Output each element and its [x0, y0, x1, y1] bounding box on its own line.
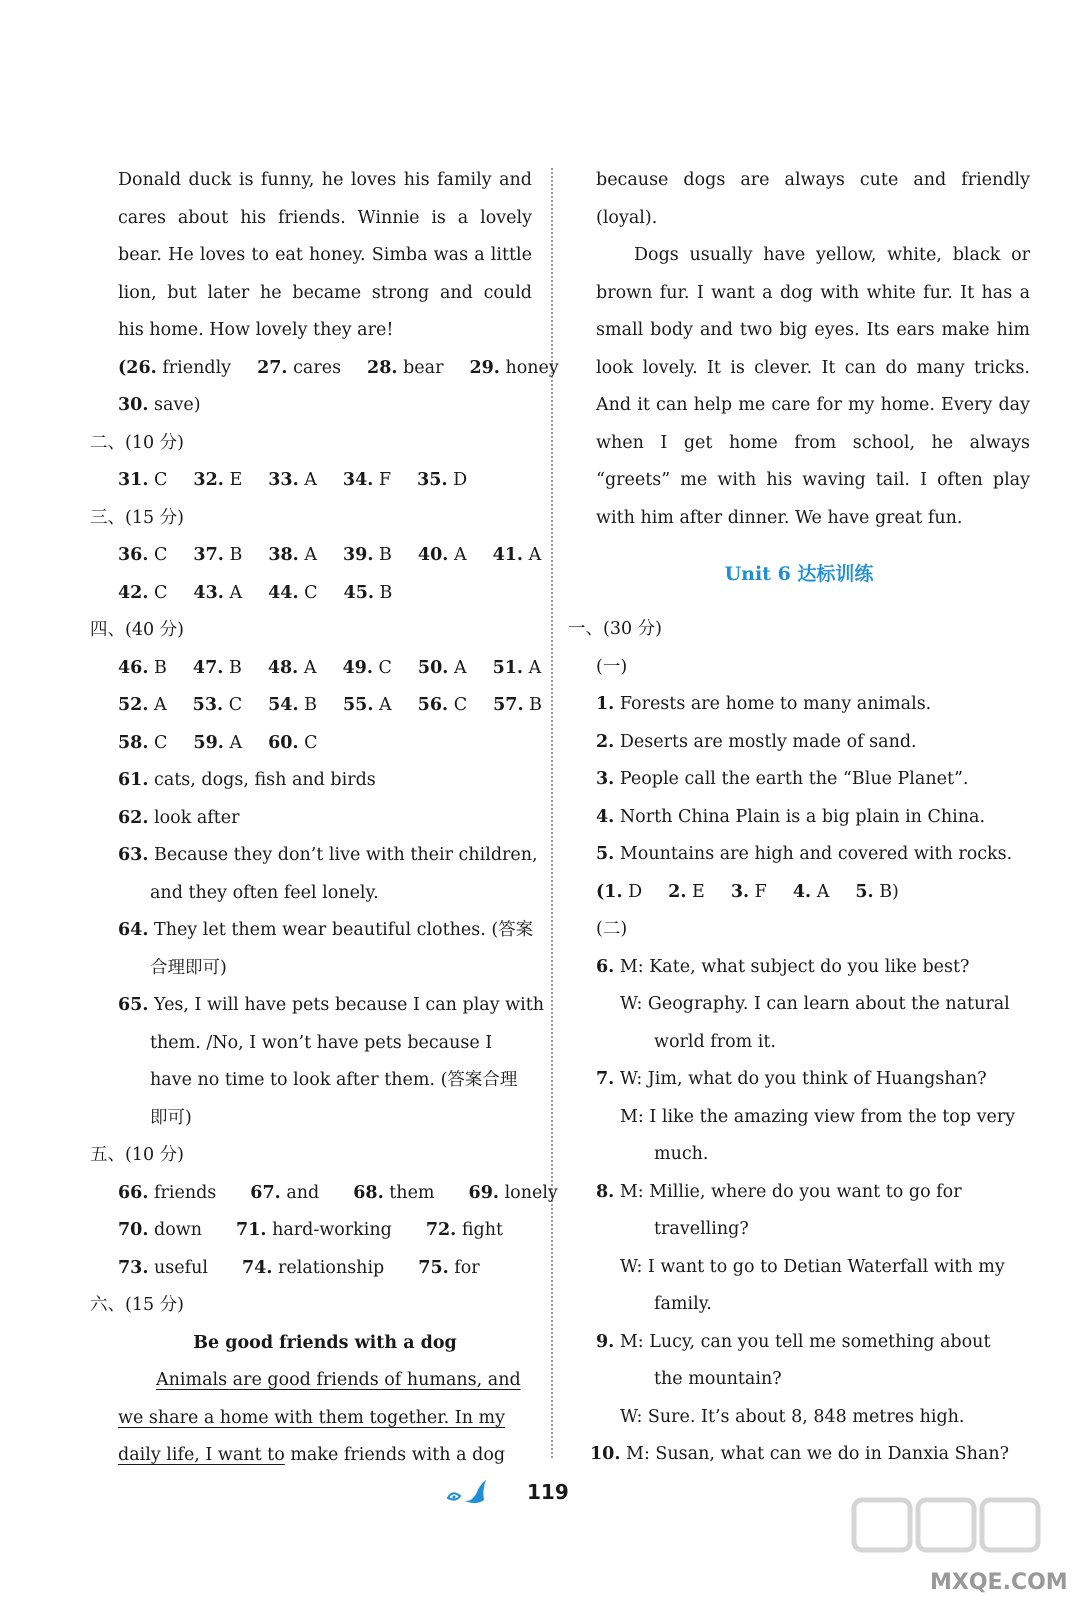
q-num: 54. — [268, 695, 299, 715]
q-answer: A — [379, 695, 392, 715]
q-num: 33. — [268, 470, 299, 490]
q-num: 72. — [425, 1220, 457, 1240]
q-answer: relationship — [278, 1257, 385, 1278]
answer-cont: and they often feel lonely. — [150, 882, 379, 903]
q-num: 28. — [367, 357, 398, 378]
q-num: 75. — [418, 1257, 449, 1278]
essay-underlined: we share a home with them together. In my — [118, 1407, 506, 1428]
q-num: 42. — [118, 582, 149, 603]
dialogue-line: W: I want to go to Detian Waterfall with my — [620, 1256, 1005, 1277]
intro-line: bear. He loves to eat honey. Simba was a little — [118, 245, 532, 265]
q-answer: B — [379, 582, 393, 603]
dialogue-text: M: Millie, where do you want to go for — [619, 1181, 962, 1202]
q-answer: C — [154, 545, 168, 565]
dialogue-line — [568, 1436, 1030, 1474]
dialogue-text: W: Jim, what do you think of Huangshan? — [619, 1069, 987, 1089]
q-num: 1. — [596, 694, 615, 714]
dialogue-line: W: Sure. It’s about 8, 848 metres high. — [620, 1406, 965, 1427]
q-num: 65. — [118, 995, 149, 1015]
q-answer: C — [228, 695, 243, 715]
q-answer: F — [754, 881, 767, 902]
q-num: 32. — [193, 470, 224, 490]
essay-line: because dogs are always cute and friendly — [596, 170, 1030, 190]
q-num: 27. — [257, 357, 288, 378]
q-num: 60. — [268, 732, 299, 753]
q-num: 10. — [590, 1444, 621, 1464]
q-answer: bear — [403, 357, 444, 378]
part-heading: (二) — [596, 919, 628, 939]
dialogue-cont: the mountain? — [654, 1369, 782, 1389]
q-num: 5. — [855, 881, 874, 902]
q-num: 53. — [192, 695, 224, 715]
answer-row — [90, 650, 542, 688]
q-num: 71. — [236, 1220, 267, 1240]
q-answer: C — [378, 657, 392, 678]
dialogue-line: M: I like the amazing view from the top very — [620, 1106, 1016, 1127]
q-answer: friends — [154, 1182, 217, 1203]
answer-row — [90, 687, 542, 725]
answer-row — [568, 761, 1030, 799]
essay-underlined: daily life, I want to — [118, 1445, 285, 1465]
answer-row — [90, 462, 532, 500]
q-answer: down — [154, 1220, 203, 1240]
q-answer: fight — [461, 1220, 504, 1240]
q-answer: B — [529, 695, 542, 715]
q-num: 61. — [118, 770, 149, 790]
q-num: 63. — [118, 845, 149, 865]
q-answer: them — [389, 1182, 435, 1203]
section-heading: 一、(30 分) — [568, 619, 662, 639]
dialogue-cont: world from it. — [654, 1031, 776, 1052]
q-answer: C — [154, 732, 168, 753]
q-answer: D — [628, 881, 643, 902]
q-num: 74. — [241, 1257, 273, 1278]
q-num: 43. — [193, 582, 224, 603]
q-num: 66. — [118, 1182, 149, 1203]
q-answer: Forests are home to many animals. — [619, 694, 932, 714]
essay-line: (loyal). — [596, 207, 658, 228]
q-answer: D — [453, 470, 468, 490]
dialogue-text: M: Lucy, can you tell me something about — [619, 1331, 991, 1352]
unit-title: Unit 6 达标训练 — [724, 563, 874, 585]
intro-line: his home. How lovely they are! — [118, 320, 394, 340]
q-answer: E — [229, 470, 243, 490]
essay-line: Dogs usually have yellow, white, black or — [634, 245, 1030, 265]
q-num: 55. — [343, 695, 374, 715]
q-answer: B — [304, 695, 317, 715]
q-answer: honey — [505, 357, 559, 378]
q-answer: useful — [154, 1257, 208, 1278]
q-num: 31. — [118, 470, 149, 490]
q-answer: C — [304, 582, 318, 603]
q-answer: save) — [154, 395, 201, 415]
answer-row — [90, 762, 532, 800]
intro-line: lion, but later he became strong and could — [118, 282, 532, 303]
q-answer: North China Plain is a big plain in China. — [619, 806, 986, 827]
q-answer: for — [454, 1257, 480, 1278]
answer-row — [90, 837, 538, 875]
answer-row — [90, 912, 532, 950]
q-answer: People call the earth the “Blue Planet”. — [619, 769, 969, 789]
q-num: 57. — [493, 695, 524, 715]
answer-row — [90, 987, 545, 1025]
answer-row — [568, 874, 1030, 912]
q-num: 41. — [492, 545, 524, 565]
q-answer: A — [154, 695, 167, 715]
q-num: 48. — [267, 657, 299, 678]
answer-row — [90, 800, 532, 838]
answer-row — [90, 1212, 532, 1250]
answer-cont: have no time to look after them. (答案合理 — [150, 1070, 518, 1090]
q-num: 8. — [596, 1181, 615, 1202]
q-num: 47. — [192, 657, 224, 678]
q-num: 2. — [596, 731, 615, 752]
answer-cont: 即可) — [150, 1107, 192, 1128]
part-heading: (一) — [596, 656, 628, 677]
essay-line — [90, 1400, 532, 1438]
q-answer: A — [528, 657, 542, 678]
answer-row — [90, 1175, 558, 1213]
q-answer: C — [154, 470, 168, 490]
q-num: 70. — [118, 1220, 149, 1240]
bird-logo-icon — [442, 1476, 492, 1508]
q-answer: A — [229, 582, 243, 603]
intro-line: cares about his friends. Winnie is a lovely — [118, 207, 532, 228]
q-answer: A — [453, 657, 467, 678]
essay-line: brown fur. I want a dog with white fur. It has a — [596, 282, 1030, 303]
essay-underlined: Animals are good friends of humans, and — [156, 1370, 521, 1390]
q-num: 44. — [268, 582, 299, 603]
q-answer: Because they don’t live with their children, — [154, 845, 538, 865]
q-answer: F — [378, 470, 392, 490]
answer-cont: 合理即可) — [150, 957, 227, 978]
q-answer: A — [304, 545, 317, 565]
q-answer: E — [692, 881, 705, 902]
q-num: 6. — [596, 956, 615, 977]
q-num: 39. — [343, 545, 374, 565]
q-num: 67. — [250, 1182, 281, 1203]
q-num: 52. — [118, 695, 149, 715]
q-num: 62. — [118, 807, 149, 828]
q-answer: A — [816, 881, 830, 902]
dialogue-line — [568, 1061, 1030, 1099]
q-num: 7. — [596, 1069, 615, 1089]
q-answer: C — [453, 695, 468, 715]
q-num: 58. — [118, 732, 149, 753]
q-num: 73. — [118, 1257, 149, 1278]
q-num: 50. — [417, 657, 449, 678]
essay-line — [90, 1362, 532, 1400]
left-column — [90, 162, 559, 1475]
section-heading: 三、(15 分) — [90, 507, 184, 528]
q-num: 4. — [792, 881, 812, 902]
dialogue-line — [568, 949, 1030, 987]
q-num: 5. — [596, 844, 615, 864]
dialogue-line — [568, 1174, 1030, 1212]
q-num: 29. — [469, 357, 500, 378]
answer-row — [90, 350, 559, 388]
q-num: 59. — [193, 732, 224, 753]
q-num: 34. — [342, 470, 374, 490]
q-answer: Deserts are mostly made of sand. — [619, 731, 917, 752]
q-answer: C — [154, 582, 168, 603]
section-heading: 二、(10 分) — [90, 432, 184, 453]
q-answer: hard-working — [272, 1220, 392, 1240]
dialogue-line — [568, 1324, 1030, 1362]
q-num: 64. — [118, 920, 149, 940]
q-num: (26. — [118, 357, 157, 378]
q-num: 3. — [730, 881, 750, 902]
section-heading: 六、(15 分) — [90, 1295, 184, 1315]
q-num: 4. — [596, 806, 615, 827]
answer-row — [568, 836, 1030, 874]
essay-line: And it can help me care for my home. Every day — [596, 395, 1030, 415]
q-answer: look after — [154, 807, 240, 828]
answer-row — [90, 575, 532, 613]
dialogue-text: M: Susan, what can we do in Danxia Shan? — [626, 1444, 1009, 1464]
essay-line: “greets” me with his waving tail. I often play — [596, 470, 1030, 490]
q-answer: B — [154, 657, 167, 678]
q-num: 45. — [343, 582, 374, 603]
q-num: 2. — [668, 881, 687, 902]
essay-line: small body and two big eyes. Its ears make him — [596, 320, 1030, 340]
q-num: 37. — [193, 545, 224, 565]
essay-line — [90, 1437, 532, 1475]
section-heading: 四、(40 分) — [90, 620, 184, 640]
q-answer: Yes, I will have pets because I can play with — [154, 995, 545, 1015]
answer-cont: them. /No, I won’t have pets because I — [150, 1032, 493, 1053]
q-answer: They let them wear beautiful clothes. (答案 — [154, 920, 534, 940]
watermark-logo-icon — [846, 1492, 1046, 1562]
q-answer: C — [304, 732, 318, 753]
q-answer: friendly — [162, 357, 232, 378]
dialogue-cont: travelling? — [654, 1219, 749, 1239]
section-heading: 五、(10 分) — [90, 1145, 184, 1165]
answer-row — [568, 724, 1030, 762]
q-answer: B) — [879, 881, 899, 902]
answer-row — [90, 1250, 532, 1288]
right-column — [568, 162, 1030, 1474]
q-num: 30. — [118, 395, 149, 415]
q-num: 35. — [417, 470, 448, 490]
dialogue-cont: much. — [654, 1144, 709, 1164]
q-answer: A — [303, 657, 317, 678]
q-num: 49. — [342, 657, 373, 678]
q-answer: lonely — [504, 1182, 558, 1203]
q-num: 51. — [492, 657, 524, 678]
q-answer: and — [286, 1182, 320, 1203]
q-answer: A — [304, 470, 317, 490]
intro-line: Donald duck is funny, he loves his family and — [118, 170, 532, 190]
answer-row — [90, 725, 532, 763]
q-num: 40. — [417, 545, 449, 565]
answer-row — [568, 686, 1030, 724]
q-num: (1. — [596, 881, 623, 902]
q-answer: A — [453, 545, 467, 565]
q-num: 38. — [268, 545, 299, 565]
watermark-text: MXQE.COM — [930, 1570, 1068, 1595]
q-answer: B — [229, 545, 243, 565]
q-num: 56. — [417, 695, 449, 715]
essay-line: look lovely. It is clever. It can do many tricks. — [596, 357, 1030, 378]
essay-title: Be good friends with a dog — [193, 1332, 457, 1353]
q-num: 36. — [118, 545, 149, 565]
q-answer: cares — [293, 357, 342, 378]
q-answer: cats, dogs, fish and birds — [154, 770, 376, 790]
page-number: 119 — [527, 1480, 569, 1504]
dialogue-text: M: Kate, what subject do you like best? — [619, 956, 970, 977]
q-num: 9. — [596, 1331, 615, 1352]
dialogue-cont: family. — [654, 1294, 712, 1314]
q-answer: Mountains are high and covered with rocks. — [619, 844, 1013, 864]
q-num: 46. — [118, 657, 149, 678]
q-answer: A — [229, 732, 243, 753]
essay-text: make friends with a dog — [284, 1445, 506, 1465]
q-num: 68. — [353, 1182, 384, 1203]
q-num: 69. — [468, 1182, 499, 1203]
essay-line: with him after dinner. We have great fun. — [596, 507, 963, 528]
answer-row — [568, 799, 1030, 837]
q-answer: B — [228, 657, 242, 678]
q-answer: B — [379, 545, 392, 565]
essay-line: when I get home from school, he always — [596, 432, 1030, 453]
q-num: 3. — [596, 769, 615, 789]
answer-row — [90, 537, 542, 575]
answer-row — [90, 387, 532, 425]
dialogue-line: W: Geography. I can learn about the natural — [620, 994, 1010, 1014]
q-answer: A — [528, 545, 542, 565]
